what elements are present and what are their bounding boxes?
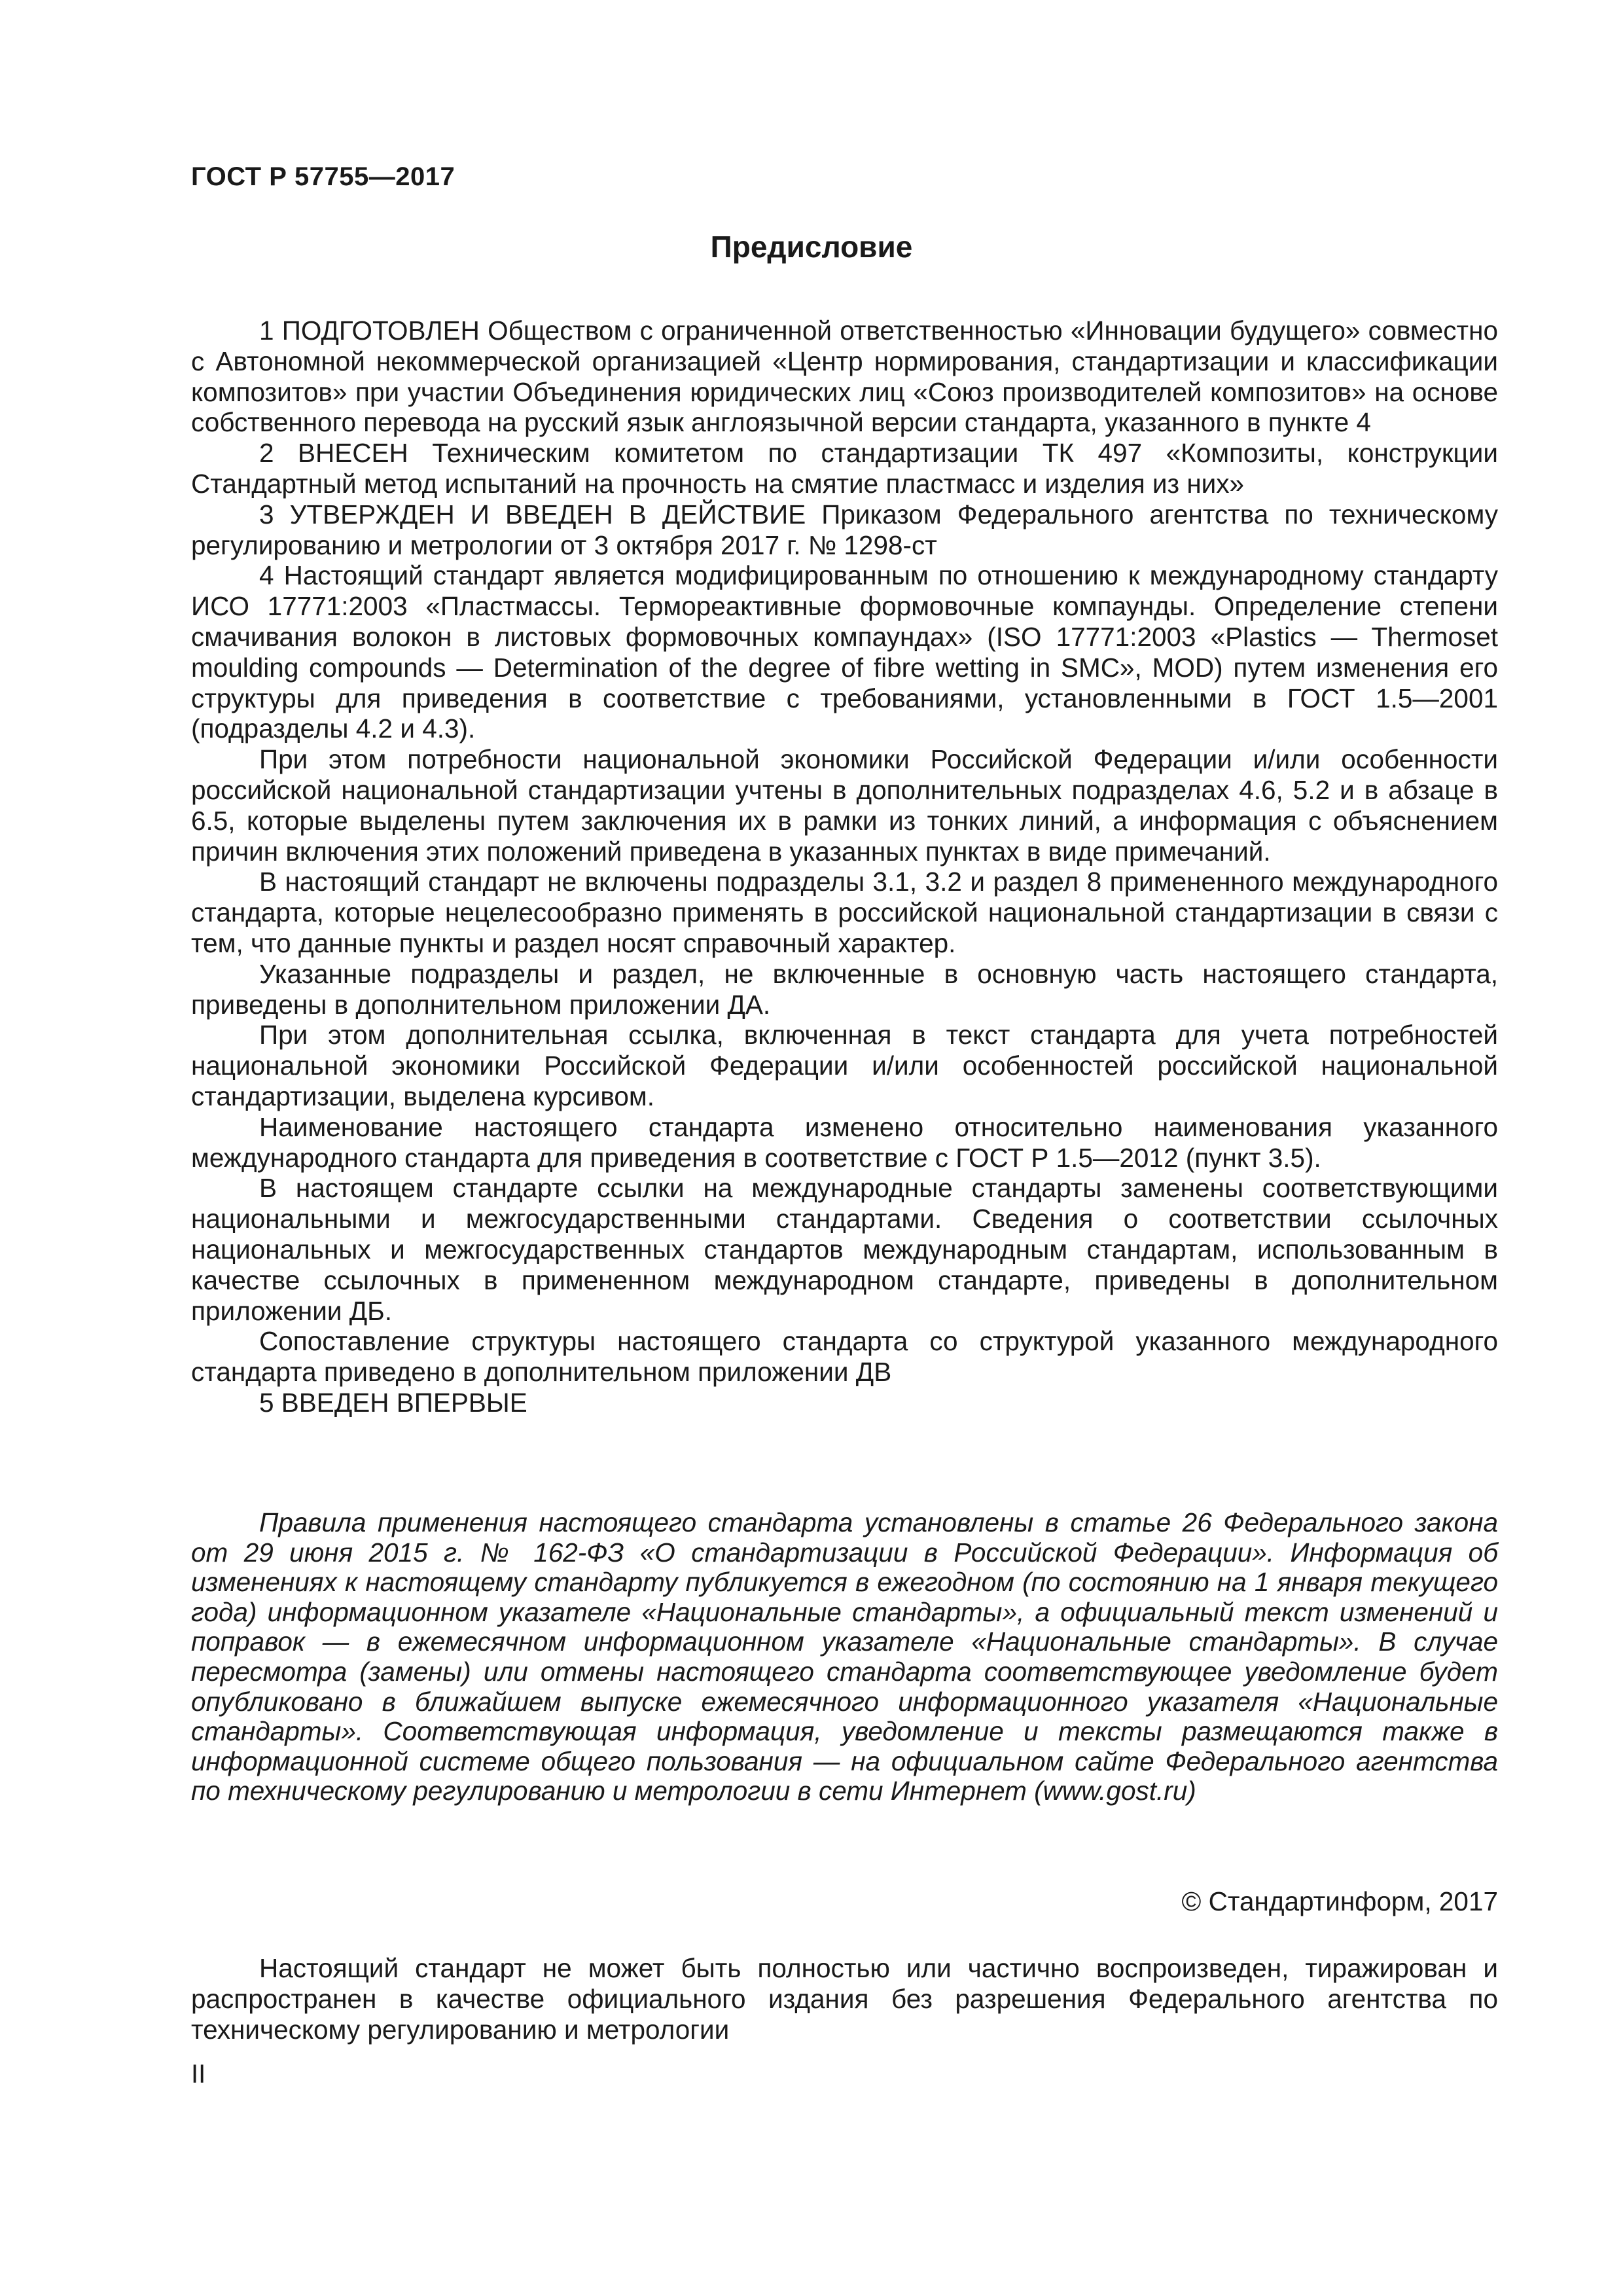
page-title: Предисловие: [710, 230, 913, 264]
copyright-line: © Стандартинформ, 2017: [1181, 1886, 1498, 1916]
reproduction-notice: Настоящий стандарт не может быть полностью или частично воспроизведен, тиражирован и распространен в качестве официального издания без разрешения Федерального агентства по техническому регулированию и метрологии: [191, 1953, 1498, 2045]
preface-paragraph-prepared: 1 ПОДГОТОВЛЕН Обществом с ограниченной ответственностью «Инновации будущего» совместно с Автономной некоммерческой организацией «Центр нормирования, стандартизации и классификации композитов» при участии Объединения юридических лиц «Союз производителей композитов» на основе собственного перевода на русский язык англоязычной версии стандарта, указанного в пункте 4: [191, 315, 1498, 438]
preface-paragraph-national-needs: При этом потребности национальной экономики Российской Федерации и/или особенности российской национальной стандартизации учтены в дополнительных подразделах 4.6, 5.2 и в абзаце в 6.5, которые выделены путем заключения их в рамки из тонких линий, а информация с объяснением причин включения этих положений приведена в указанных пунктах в виде примечаний.: [191, 744, 1498, 867]
preface-body: [191, 315, 1498, 1418]
preface-paragraph-excluded-sections: В настоящий стандарт не включены подразделы 3.1, 3.2 и раздел 8 примененного международного стандарта, которые нецелесообразно применять в российской национальной стандартизации в связи с тем, что данные пункты и раздел носят справочный характер.: [191, 867, 1498, 958]
preface-paragraph-introduced: 5 ВВЕДЕН ВПЕРВЫЕ: [259, 1387, 527, 1418]
preface-paragraph-structure-comparison: Сопоставление структуры настоящего стандарта со структурой указанного международного стандарта приведено в дополнительном приложении ДВ: [191, 1326, 1498, 1388]
application-rules-notice: Правила применения настоящего стандарта установлены в статье 26 Федерального закона от 29 июня 2015 г. № 162-ФЗ «О стандартизации в Российской Федерации». Информация об изменениях к настоящему стандарту публикуется в ежегодном (по состоянию на 1 января текущего года) информационном указателе «Национальные стандарты», а официальный текст изменений и поправок — в ежемесячном информационном указателе «Национальные стандарты». В случае пересмотра (замены) или отмены настоящего стандарта соответствующее уведомление будет опубликовано в ближайшем выпуске ежемесячного информационного указателя «Национальные стандарты». Соответствующая информация, уведомление и тексты размещаются также в информационной системе общего пользования — на официальном сайте Федерального агентства по техническому регулированию и метрологии в сети Интернет (www.gost.ru): [191, 1507, 1498, 1806]
preface-paragraph-approved: 3 УТВЕРЖДЕН И ВВЕДЕН В ДЕЙСТВИЕ Приказом Федерального агентства по техническому регулированию и метрологии от 3 октября 2017 г. № 1298-ст: [191, 499, 1498, 560]
preface-paragraph-submitted: 2 ВНЕСЕН Техническим комитетом по стандартизации ТК 497 «Композиты, конструкции Стандартный метод испытаний на прочность на смятие пластмасс и изделия из них»: [191, 438, 1498, 499]
preface-paragraph-title-change: Наименование настоящего стандарта изменено относительно наименования указанного международного стандарта для приведения в соответствие с ГОСТ Р 1.5—2012 (пункт 3.5).: [191, 1111, 1498, 1173]
preface-paragraph-italic-reference: При этом дополнительная ссылка, включенная в текст стандарта для учета потребностей национальной экономики Российской Федерации и/или особенностей российской национальной стандартизации, выделена курсивом.: [191, 1020, 1498, 1111]
page-number: II: [191, 2060, 206, 2089]
preface-paragraph-appendix-da: Указанные подразделы и раздел, не включенные в основную часть настоящего стандарта, приведены в дополнительном приложении ДА.: [191, 958, 1498, 1020]
document-id: ГОСТ Р 57755—2017: [191, 162, 455, 191]
preface-paragraph-modified: 4 Настоящий стандарт является модифицированным по отношению к международному стандарту ИСО 17771:2003 «Пластмассы. Термореактивные формовочные компаунды. Определение степени смачивания волокон в листовых формовочных компаундах» (ISO 17771:2003 «Plastics — Thermoset moulding compounds — Determination of the degree of fibre wetting in SMC», MOD) путем изменения его структуры для приведения в соответствие с требованиями, установленными в ГОСТ 1.5—2001 (подразделы 4.2 и 4.3).: [191, 560, 1498, 744]
preface-paragraph-references: В настоящем стандарте ссылки на международные стандарты заменены соответствующими национальными и межгосударственными стандартами. Сведения о соответствии ссылочных национальных и межгосударственных стандартов международным стандартам, использованным в качестве ссылочных в примененном международном стандарте, приведены в дополнительном приложении ДБ.: [191, 1173, 1498, 1326]
